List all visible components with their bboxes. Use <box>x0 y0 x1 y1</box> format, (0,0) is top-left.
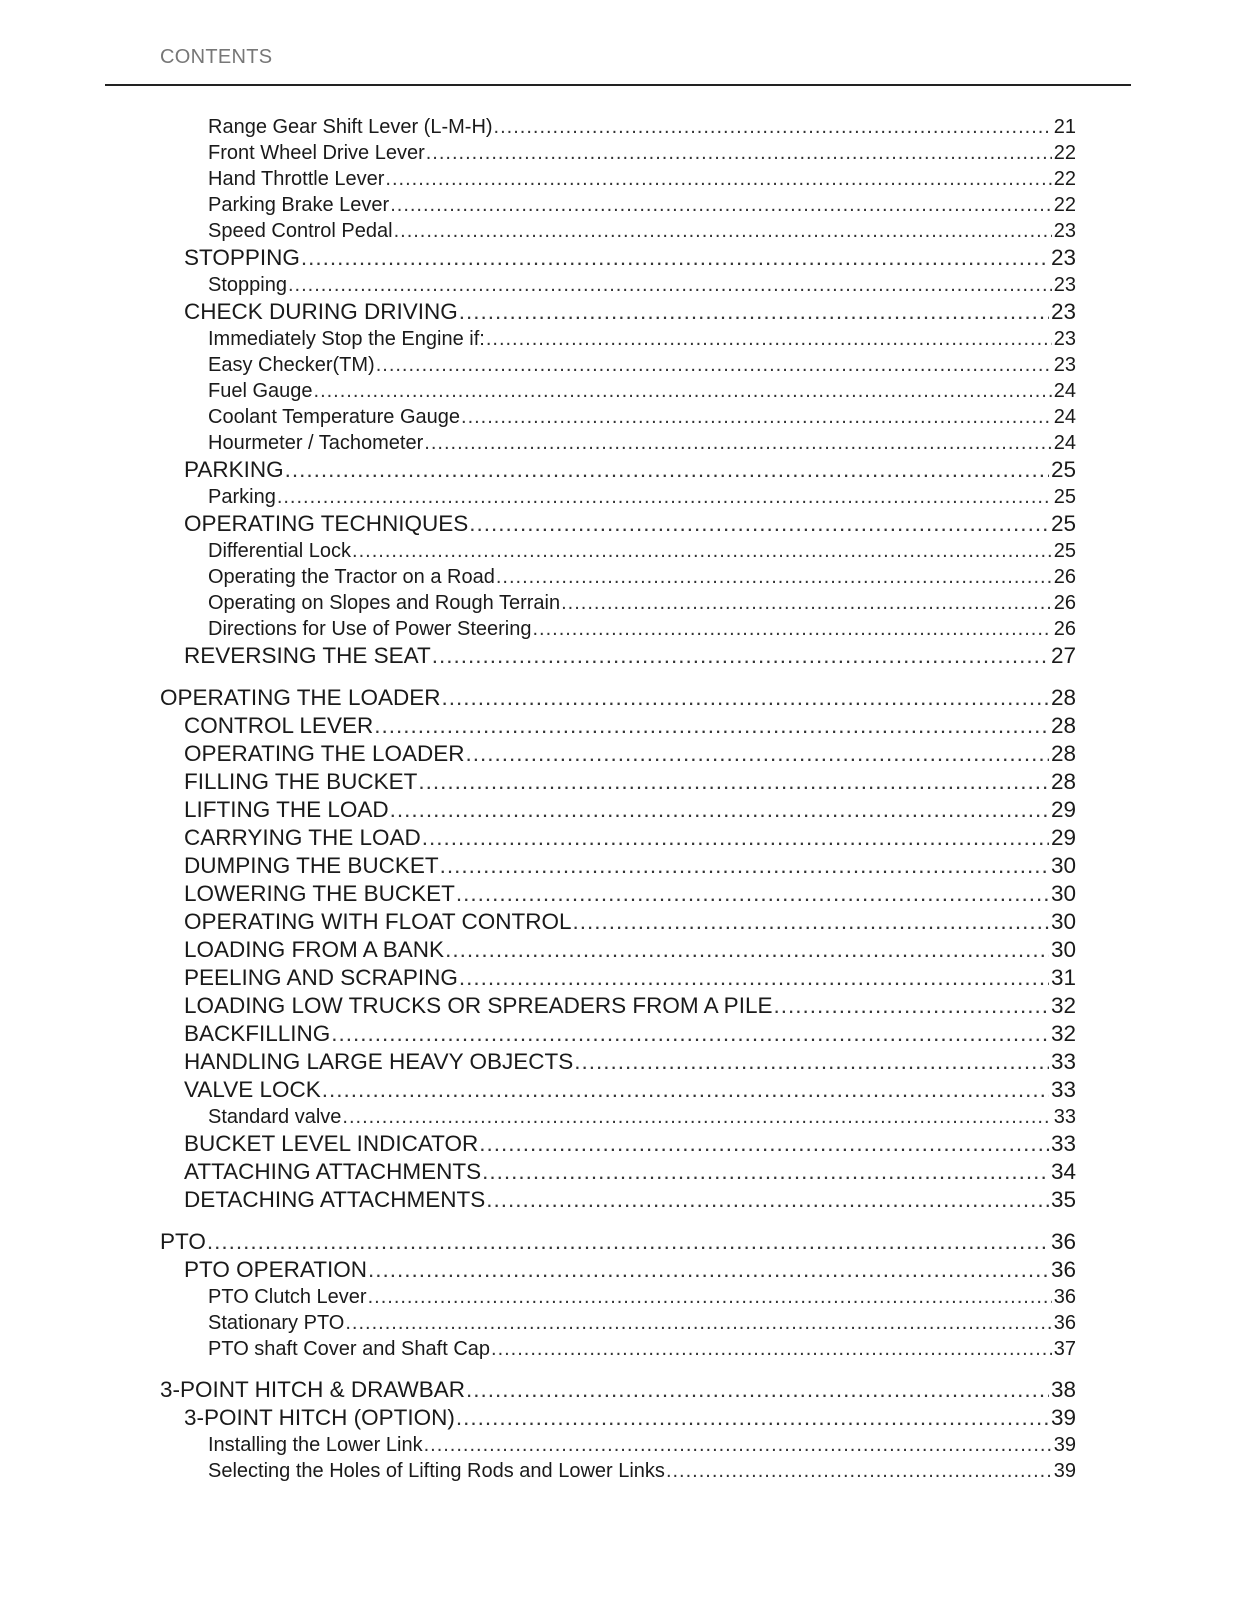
toc-entry-title: Speed Control Pedal <box>208 220 393 242</box>
toc-entry-page-number: 24 <box>1053 380 1076 402</box>
toc-entry-page-number: 25 <box>1053 540 1076 562</box>
toc-entry-page-number: 31 <box>1050 965 1076 990</box>
toc-entry-page-number: 26 <box>1053 592 1076 614</box>
toc-entry-page-number: 28 <box>1050 685 1076 710</box>
toc-entry[interactable] <box>208 538 1076 564</box>
toc-entry[interactable] <box>184 1186 1076 1214</box>
toc-entry[interactable] <box>208 272 1076 298</box>
toc-entry[interactable] <box>184 740 1076 768</box>
toc-entry-page-number: 34 <box>1050 1159 1076 1184</box>
toc-entry-title: Stopping <box>208 274 287 296</box>
toc-entry[interactable] <box>184 456 1076 484</box>
toc-entry-page-number: 39 <box>1053 1460 1076 1482</box>
toc-entry-title: Parking Brake Lever <box>208 194 390 216</box>
dot-leader <box>345 1310 1051 1336</box>
dot-leader <box>491 1336 1052 1362</box>
toc-entry-page-number: 30 <box>1050 881 1076 906</box>
toc-entry-page-number: 26 <box>1053 618 1076 640</box>
toc-entry-title: STOPPING <box>184 245 300 270</box>
toc-entry[interactable] <box>208 484 1076 510</box>
toc-entry[interactable] <box>184 964 1076 992</box>
toc-entry-page-number: 23 <box>1053 354 1076 376</box>
toc-entry-title: Hand Throttle Lever <box>208 168 385 190</box>
toc-entry[interactable] <box>208 326 1076 352</box>
toc-entry-page-number: 21 <box>1053 116 1076 138</box>
toc-entry[interactable] <box>208 404 1076 430</box>
toc-entry-page-number: 39 <box>1050 1405 1076 1430</box>
toc-entry[interactable] <box>184 1048 1076 1076</box>
toc-entry-title: OPERATING WITH FLOAT CONTROL <box>184 909 572 934</box>
toc-entry-title: LOADING FROM A BANK <box>184 937 445 962</box>
toc-entry[interactable] <box>208 1458 1076 1484</box>
dot-leader <box>331 1020 1049 1048</box>
toc-entry-title: PTO <box>160 1229 206 1254</box>
toc-entry[interactable] <box>184 510 1076 538</box>
toc-entry-title: REVERSING THE SEAT <box>184 643 431 668</box>
toc-entry-title: Selecting the Holes of Lifting Rods and Lower Links <box>208 1460 665 1482</box>
toc-entry-title: Stationary PTO <box>208 1312 345 1334</box>
dot-leader <box>424 430 1051 456</box>
toc-entry[interactable] <box>208 1104 1076 1130</box>
dot-leader <box>277 484 1052 510</box>
toc-entry-page-number: 28 <box>1050 713 1076 738</box>
dot-leader <box>561 590 1052 616</box>
toc-entry[interactable] <box>184 1404 1076 1432</box>
dot-leader <box>394 218 1052 244</box>
toc-entry-title: PEELING AND SCRAPING <box>184 965 458 990</box>
toc-entry-title: Coolant Temperature Gauge <box>208 406 461 428</box>
toc-entry[interactable] <box>208 192 1076 218</box>
toc-entry[interactable] <box>184 642 1076 670</box>
toc-entry-page-number: 38 <box>1050 1377 1076 1402</box>
toc-entry[interactable] <box>208 564 1076 590</box>
toc-entry-page-number: 32 <box>1050 993 1076 1018</box>
toc-entry-page-number: 30 <box>1050 853 1076 878</box>
toc-entry-page-number: 30 <box>1050 909 1076 934</box>
dot-leader <box>482 1158 1049 1186</box>
toc-entry[interactable] <box>184 1020 1076 1048</box>
toc-entry-page-number: 39 <box>1053 1434 1076 1456</box>
toc-entry-title: Range Gear Shift Lever (L-M-H) <box>208 116 493 138</box>
toc-entry-page-number: 26 <box>1053 566 1076 588</box>
toc-entry-title: ATTACHING ATTACHMENTS <box>184 1159 482 1184</box>
toc-entry-page-number: 32 <box>1050 1021 1076 1046</box>
toc-entry-page-number: 22 <box>1053 142 1076 164</box>
toc-entry-page-number: 29 <box>1050 825 1076 850</box>
running-header: CONTENTS <box>160 46 273 68</box>
dot-leader <box>465 740 1048 768</box>
dot-leader <box>374 712 1049 740</box>
dot-leader <box>666 1458 1052 1484</box>
toc-entry-title: Easy Checker(TM) <box>208 354 375 376</box>
dot-leader <box>426 140 1052 166</box>
toc-entry-page-number: 23 <box>1053 220 1076 242</box>
dot-leader <box>301 244 1049 272</box>
dot-leader <box>574 1048 1049 1076</box>
toc-entry-title: LIFTING THE LOAD <box>184 797 389 822</box>
toc-entry-page-number: 22 <box>1053 194 1076 216</box>
dot-leader <box>461 404 1052 430</box>
toc-entry-page-number: 37 <box>1053 1338 1076 1360</box>
toc-entry[interactable] <box>208 616 1076 642</box>
toc-entry[interactable] <box>184 936 1076 964</box>
toc-entry[interactable] <box>208 378 1076 404</box>
toc-entry[interactable] <box>184 712 1076 740</box>
toc-entry-page-number: 22 <box>1053 168 1076 190</box>
dot-leader <box>285 456 1049 484</box>
toc-entry-title: FILLING THE BUCKET <box>184 769 418 794</box>
toc-entry[interactable] <box>208 140 1076 166</box>
toc-entry-title: VALVE LOCK <box>184 1077 321 1102</box>
toc-entry[interactable] <box>208 114 1076 140</box>
toc-entry-page-number: 36 <box>1050 1257 1076 1282</box>
toc-entry-title: CONTROL LEVER <box>184 713 374 738</box>
dot-leader <box>486 326 1052 352</box>
toc-entry[interactable] <box>208 166 1076 192</box>
dot-leader <box>456 1404 1049 1432</box>
toc-entry-page-number: 36 <box>1053 1286 1076 1308</box>
dot-leader <box>288 272 1052 298</box>
dot-leader <box>773 992 1049 1020</box>
dot-leader <box>459 298 1049 326</box>
toc-entry[interactable] <box>208 352 1076 378</box>
toc-entry-title: Differential Lock <box>208 540 352 562</box>
toc-entry-title: Immediately Stop the Engine if: <box>208 328 485 350</box>
dot-leader <box>440 852 1049 880</box>
toc-entry[interactable] <box>160 684 1076 712</box>
toc-entry-title: Front Wheel Drive Lever <box>208 142 425 164</box>
toc-entry-title: 3-POINT HITCH (OPTION) <box>184 1405 455 1430</box>
toc-entry[interactable] <box>184 992 1076 1020</box>
dot-leader <box>496 564 1052 590</box>
dot-leader <box>432 642 1049 670</box>
toc-entry[interactable] <box>184 1076 1076 1104</box>
toc-entry-page-number: 23 <box>1050 245 1076 270</box>
toc-entry-title: CHECK DURING DRIVING <box>184 299 458 324</box>
toc-entry-title: Hourmeter / Tachometer <box>208 432 424 454</box>
dot-leader <box>494 114 1052 140</box>
toc-entry[interactable] <box>208 218 1076 244</box>
toc-entry[interactable] <box>184 908 1076 936</box>
dot-leader <box>459 964 1049 992</box>
toc-entry[interactable] <box>184 1256 1076 1284</box>
toc-entry-title: Installing the Lower Link <box>208 1434 423 1456</box>
toc-entry-title: LOADING LOW TRUCKS OR SPREADERS FROM A PILE <box>184 993 773 1018</box>
toc-entry[interactable] <box>184 1130 1076 1158</box>
toc-entry-title: DETACHING ATTACHMENTS <box>184 1187 486 1212</box>
toc-entry-page-number: 29 <box>1050 797 1076 822</box>
dot-leader <box>352 538 1052 564</box>
toc-entry-page-number: 35 <box>1050 1187 1076 1212</box>
toc-entry-title: DUMPING THE BUCKET <box>184 853 439 878</box>
toc-entry[interactable] <box>208 430 1076 456</box>
toc-entry-page-number: 25 <box>1050 511 1076 536</box>
toc-entry-title: PTO Clutch Lever <box>208 1286 367 1308</box>
dot-leader <box>479 1130 1049 1158</box>
toc-entry-page-number: 36 <box>1050 1229 1076 1254</box>
toc-entry[interactable] <box>184 880 1076 908</box>
toc-entry[interactable] <box>184 824 1076 852</box>
toc-entry-title: Operating on Slopes and Rough Terrain <box>208 592 561 614</box>
toc-entry[interactable] <box>184 768 1076 796</box>
table-of-contents <box>0 114 1236 1484</box>
toc-entry[interactable] <box>208 1336 1076 1362</box>
dot-leader <box>424 1432 1052 1458</box>
toc-entry-page-number: 25 <box>1053 486 1076 508</box>
dot-leader <box>573 908 1049 936</box>
toc-entry-title: BUCKET LEVEL INDICATOR <box>184 1131 479 1156</box>
toc-entry-page-number: 23 <box>1053 328 1076 350</box>
toc-entry-page-number: 24 <box>1053 406 1076 428</box>
toc-entry[interactable] <box>160 1376 1076 1404</box>
toc-entry[interactable] <box>184 1158 1076 1186</box>
toc-entry-page-number: 23 <box>1053 274 1076 296</box>
dot-leader <box>368 1284 1052 1310</box>
toc-entry-title: 3-POINT HITCH & DRAWBAR <box>160 1377 466 1402</box>
toc-entry-title: CARRYING THE LOAD <box>184 825 421 850</box>
toc-entry[interactable] <box>208 1310 1076 1336</box>
toc-entry[interactable] <box>184 796 1076 824</box>
toc-entry-title: OPERATING TECHNIQUES <box>184 511 469 536</box>
dot-leader <box>441 684 1048 712</box>
dot-leader <box>469 510 1049 538</box>
toc-entry-title: OPERATING THE LOADER <box>184 741 465 766</box>
toc-entry-title: OPERATING THE LOADER <box>160 685 441 710</box>
toc-entry-title: HANDLING LARGE HEAVY OBJECTS <box>184 1049 574 1074</box>
toc-entry-title: Parking <box>208 486 276 508</box>
toc-entry-title: Fuel Gauge <box>208 380 313 402</box>
toc-entry-page-number: 27 <box>1050 643 1076 668</box>
toc-entry-page-number: 28 <box>1050 769 1076 794</box>
dot-leader <box>390 796 1049 824</box>
toc-entry-title: PTO OPERATION <box>184 1257 367 1282</box>
toc-entry-page-number: 33 <box>1050 1077 1076 1102</box>
dot-leader <box>207 1228 1049 1256</box>
toc-entry-page-number: 36 <box>1053 1312 1076 1334</box>
toc-entry-page-number: 25 <box>1050 457 1076 482</box>
dot-leader <box>342 1104 1051 1130</box>
dot-leader <box>456 880 1049 908</box>
dot-leader <box>418 768 1049 796</box>
toc-entry-title: PARKING <box>184 457 284 482</box>
toc-entry[interactable] <box>208 1284 1076 1310</box>
dot-leader <box>445 936 1049 964</box>
header-rule <box>105 84 1131 86</box>
dot-leader <box>385 166 1051 192</box>
toc-entry-title: Directions for Use of Power Steering <box>208 618 532 640</box>
toc-entry[interactable] <box>208 1432 1076 1458</box>
toc-entry[interactable] <box>184 852 1076 880</box>
toc-entry[interactable] <box>184 244 1076 272</box>
toc-entry-page-number: 30 <box>1050 937 1076 962</box>
toc-entry-title: Standard valve <box>208 1106 342 1128</box>
dot-leader <box>466 1376 1049 1404</box>
toc-entry-title: PTO shaft Cover and Shaft Cap <box>208 1338 491 1360</box>
toc-entry-page-number: 33 <box>1050 1049 1076 1074</box>
dot-leader <box>422 824 1049 852</box>
dot-leader <box>376 352 1052 378</box>
toc-entry[interactable] <box>208 590 1076 616</box>
dot-leader <box>390 192 1052 218</box>
dot-leader <box>314 378 1052 404</box>
toc-entry[interactable] <box>160 1228 1076 1256</box>
toc-entry-title: BACKFILLING <box>184 1021 331 1046</box>
dot-leader <box>322 1076 1049 1104</box>
toc-entry-title: LOWERING THE BUCKET <box>184 881 455 906</box>
toc-entry-title: Operating the Tractor on a Road <box>208 566 495 588</box>
toc-entry-page-number: 24 <box>1053 432 1076 454</box>
toc-entry-page-number: 23 <box>1050 299 1076 324</box>
toc-entry[interactable] <box>184 298 1076 326</box>
dot-leader <box>368 1256 1049 1284</box>
dot-leader <box>486 1186 1049 1214</box>
dot-leader <box>532 616 1051 642</box>
toc-entry-page-number: 28 <box>1050 741 1076 766</box>
toc-entry-page-number: 33 <box>1053 1106 1076 1128</box>
toc-entry-page-number: 33 <box>1050 1131 1076 1156</box>
